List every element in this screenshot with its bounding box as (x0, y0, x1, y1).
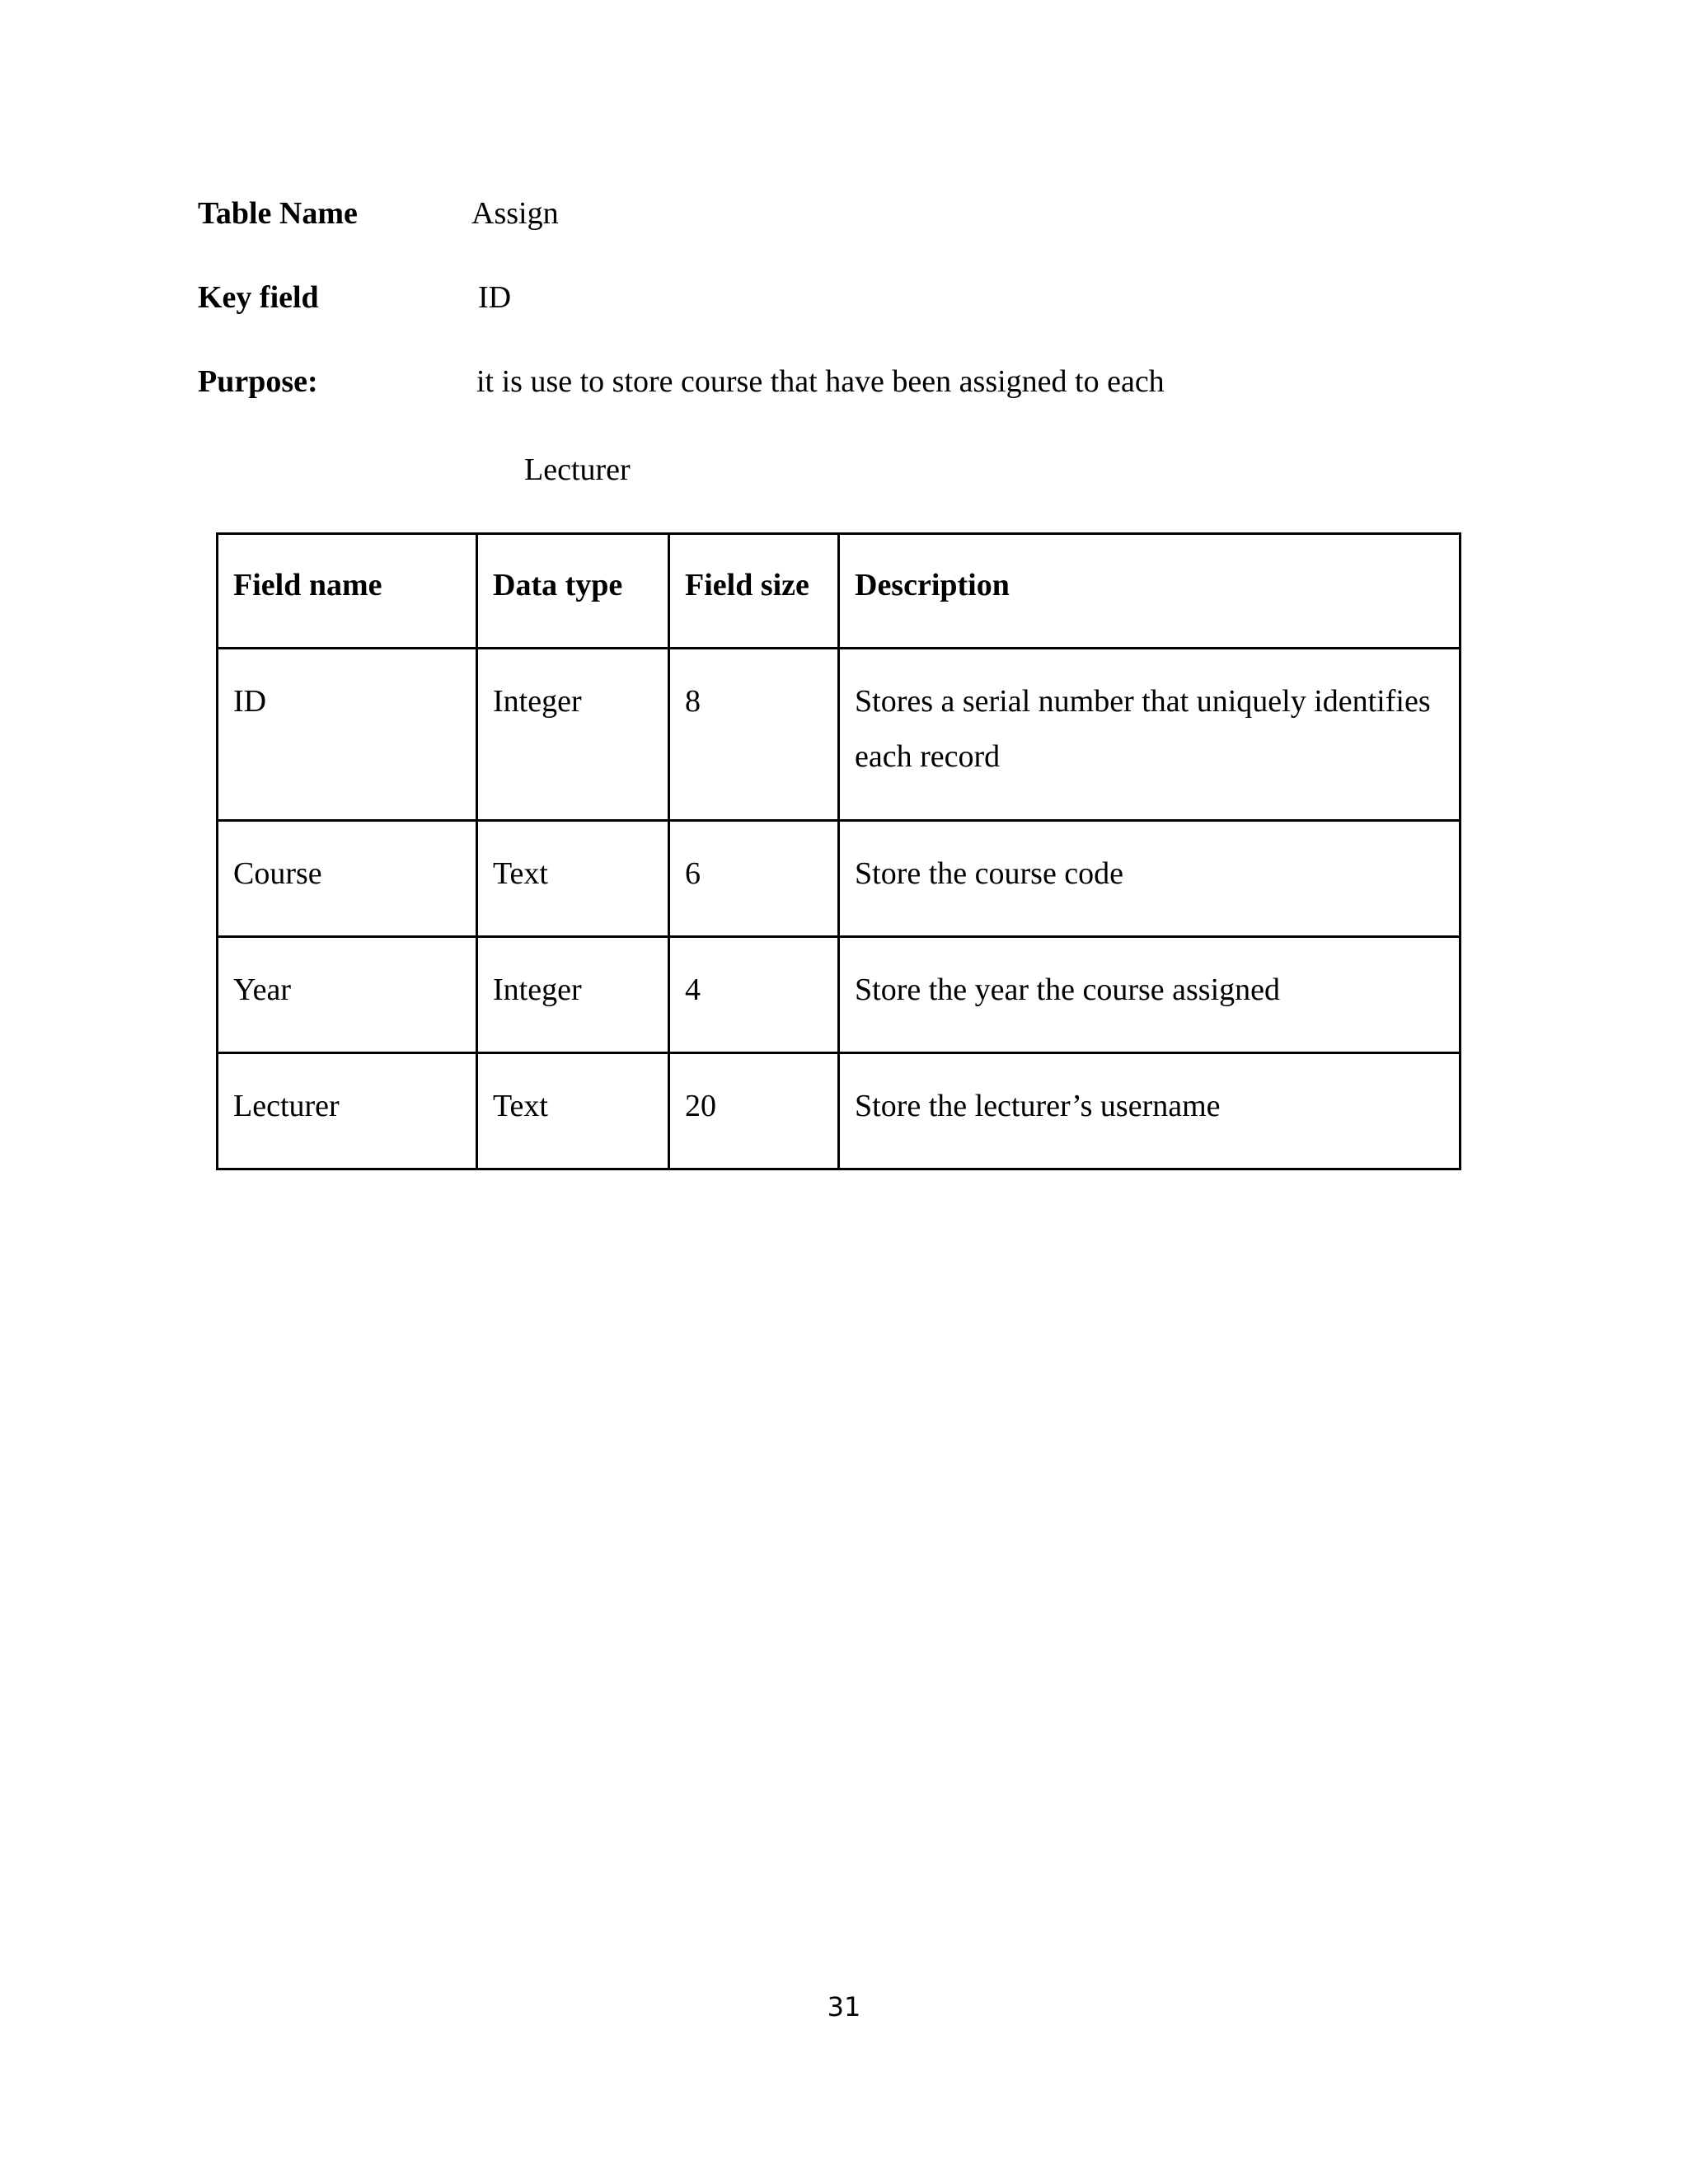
header-data-type: Data type (477, 534, 669, 649)
cell-description: Store the year the course assigned (839, 937, 1461, 1053)
cell-description: Store the lecturer’s username (839, 1053, 1461, 1169)
cell-data-type: Integer (477, 937, 669, 1053)
cell-data-type: Text (477, 821, 669, 937)
table-row (218, 649, 1461, 821)
cell-field-size: 8 (669, 649, 839, 821)
cell-field-size: 4 (669, 937, 839, 1053)
key-field-value: ID (478, 280, 512, 315)
cell-description: Store the course code (839, 821, 1461, 937)
table-row (218, 821, 1461, 937)
cell-field-name: Course (218, 821, 477, 937)
cell-description: Stores a serial number that uniquely identifies each record (839, 649, 1461, 821)
table-name-value: Assign (471, 196, 559, 231)
table-name-label: Table Name (198, 196, 358, 231)
purpose-value: it is use to store course that have been assigned to each (476, 364, 1165, 399)
purpose-value-continued: Lecturer (524, 452, 631, 487)
key-field-label: Key field (198, 280, 319, 315)
cell-data-type: Text (477, 1053, 669, 1169)
cell-field-size: 20 (669, 1053, 839, 1169)
cell-field-size: 6 (669, 821, 839, 937)
cell-field-name: Lecturer (218, 1053, 477, 1169)
cell-field-name: Year (218, 937, 477, 1053)
table-row (218, 937, 1461, 1053)
field-definition-table (216, 532, 1461, 1170)
header-field-size: Field size (669, 534, 839, 649)
header-field-name: Field name (218, 534, 477, 649)
page-number: 31 (827, 1991, 861, 2022)
cell-field-name: ID (218, 649, 477, 821)
table-header-row (218, 534, 1461, 649)
table-row (218, 1053, 1461, 1169)
header-description: Description (839, 534, 1461, 649)
cell-data-type: Integer (477, 649, 669, 821)
purpose-label: Purpose: (198, 364, 318, 399)
